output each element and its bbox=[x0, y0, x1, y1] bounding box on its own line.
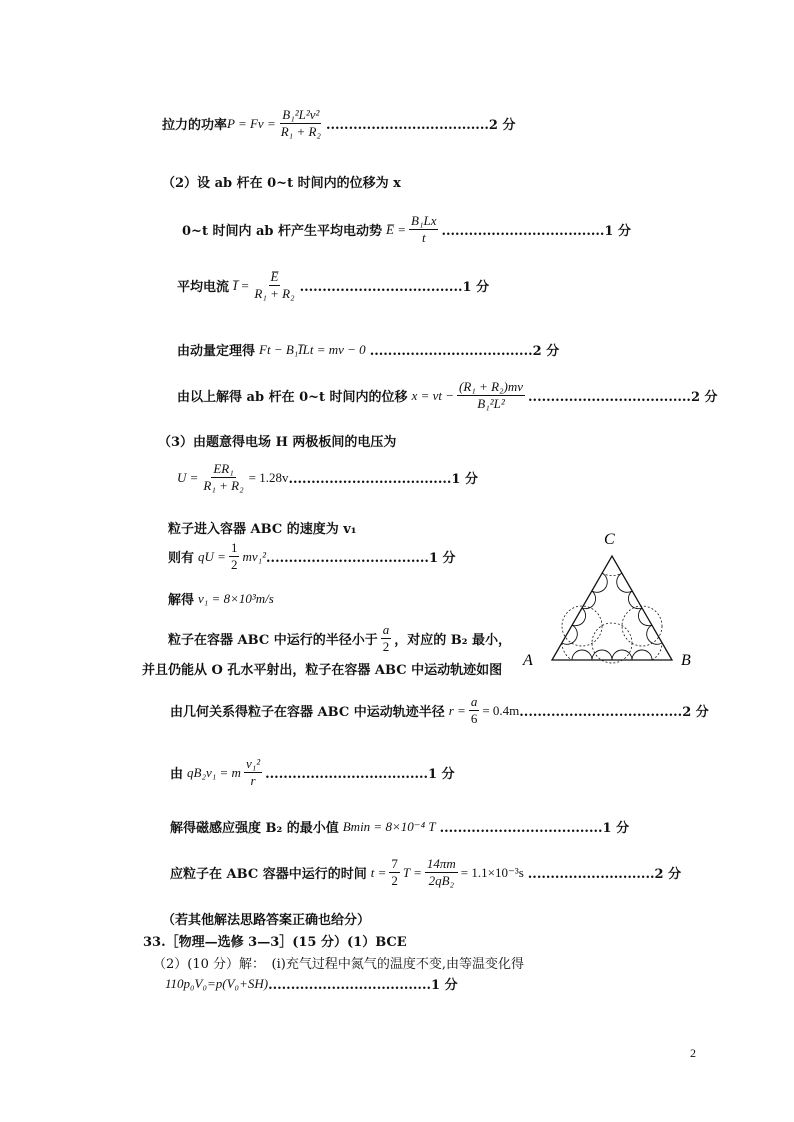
velocity-result-formula: v₁ = 8×10³m/s bbox=[198, 590, 274, 606]
lorentz-formula: qB₂v₁ = m bbox=[187, 764, 241, 780]
score: ....................................2 分 bbox=[528, 390, 718, 405]
voltage-numerator: ER₁ bbox=[213, 461, 234, 476]
power-formula: P = Fv = bbox=[227, 115, 276, 131]
momentum-label: 由动量定理得 bbox=[177, 344, 256, 359]
line-displacement bbox=[177, 380, 718, 411]
score: ....................................1 分 bbox=[441, 224, 631, 239]
momentum-formula: Ft − B₁I̅Lt = mv − 0 bbox=[259, 341, 366, 357]
score: ....................................1 分 bbox=[268, 978, 458, 993]
line-energy bbox=[168, 541, 456, 572]
radius-result-numerator: a bbox=[470, 694, 478, 709]
emf-label: 0~t 时间内 ab 杆产生平均电动势 bbox=[182, 224, 383, 239]
line-question-33 bbox=[143, 931, 407, 950]
time-denominator-2: 2qB₂ bbox=[428, 873, 455, 888]
emf-fraction bbox=[409, 214, 438, 245]
question-33-text: 33.［物理—选修 3—3］(15 分）(1）BCE bbox=[143, 935, 407, 950]
power-numerator: B₁²L²v² bbox=[282, 107, 320, 122]
line-isothermal bbox=[165, 974, 458, 993]
line-other-methods bbox=[162, 909, 370, 928]
displacement-denominator: B₁²L² bbox=[477, 396, 505, 411]
radius-condition-fraction bbox=[381, 623, 392, 654]
line-emf bbox=[182, 214, 631, 245]
line-radius-condition bbox=[168, 623, 511, 654]
current-numerator: E̅ bbox=[270, 269, 279, 284]
field-min-label: 解得磁感应强度 B₂ 的最小值 bbox=[170, 821, 339, 836]
emf-numerator: B₁Lx bbox=[411, 213, 437, 228]
line-part-2 bbox=[153, 953, 524, 972]
emf-denominator: t bbox=[421, 230, 426, 245]
power-fraction bbox=[279, 108, 323, 139]
score: ....................................2 分 bbox=[325, 118, 516, 133]
current-label: 平均电流 bbox=[177, 280, 230, 295]
displacement-fraction bbox=[457, 380, 525, 411]
current-denominator: R₁ + R₂ bbox=[254, 286, 295, 301]
power-label: 拉力的功率 bbox=[162, 118, 228, 133]
velocity-result-label: 解得 bbox=[168, 593, 195, 608]
score: ....................................2 分 bbox=[369, 344, 560, 359]
line-lorentz bbox=[170, 757, 455, 788]
score: ....................................2 分 bbox=[519, 705, 709, 720]
isothermal-formula: 110p₀V₀=p(V₀+SH) bbox=[165, 975, 269, 991]
power-denominator: R₁ + R₂ bbox=[280, 124, 321, 139]
line-field-min bbox=[170, 817, 629, 836]
displacement-formula: x = vt − bbox=[411, 387, 455, 403]
radius-condition-denominator: 2 bbox=[382, 639, 390, 654]
score: ....................................1 分 bbox=[288, 472, 478, 487]
voltage-fraction bbox=[201, 462, 245, 493]
score: ............................2 分 bbox=[527, 867, 682, 882]
time-denominator-1: 2 bbox=[391, 873, 398, 888]
page-number: 2 bbox=[690, 1046, 696, 1060]
displacement-numerator: (R₁ + R₂)mv bbox=[459, 379, 524, 394]
line-velocity-result bbox=[168, 589, 274, 608]
vertex-label-a: A bbox=[523, 652, 533, 669]
line-time bbox=[170, 857, 681, 888]
trajectory-note-text: 并且仍能从 O 孔水平射出，粒子在容器 ABC 中运动轨迹如图 bbox=[142, 663, 503, 678]
energy-numerator: 1 bbox=[230, 540, 238, 555]
line-current bbox=[177, 270, 489, 301]
radius-result-value: = 0.4m bbox=[482, 702, 520, 718]
lorentz-numerator: v₁² bbox=[245, 756, 261, 771]
lorentz-label: 由 bbox=[170, 767, 184, 782]
score: ....................................1 分 bbox=[299, 280, 490, 295]
section-2-text: （2）设 ab 杆在 0~t 时间内的位移为 x bbox=[162, 176, 401, 191]
energy-tail: mv₁² bbox=[242, 548, 267, 564]
score: ....................................1 分 bbox=[266, 551, 456, 566]
line-trajectory-note bbox=[142, 659, 502, 678]
radius-result-formula: r = bbox=[448, 702, 466, 718]
time-formula: t = bbox=[370, 864, 387, 880]
time-value: = 1.1×10⁻³s bbox=[460, 864, 524, 880]
other-methods-text: （若其他解法思路答案正确也给分） bbox=[162, 913, 371, 928]
energy-label: 则有 bbox=[168, 551, 195, 566]
time-label: 应粒子在 ABC 容器中运行的时间 bbox=[170, 867, 367, 882]
radius-result-label: 由几何关系得粒子在容器 ABC 中运动轨迹半径 bbox=[170, 705, 445, 720]
energy-fraction bbox=[229, 541, 240, 572]
velocity-intro-text: 粒子进入容器 ABC 的速度为 v₁ bbox=[168, 522, 357, 537]
time-mid: T = bbox=[402, 864, 422, 880]
voltage-formula: U = bbox=[177, 469, 199, 485]
emf-formula: E̅ = bbox=[386, 221, 407, 237]
time-numerator-2: 14πm bbox=[426, 856, 456, 871]
section-3-heading bbox=[158, 431, 396, 450]
time-fraction-1 bbox=[389, 857, 400, 888]
current-formula: I̅ = bbox=[233, 277, 250, 293]
current-fraction bbox=[252, 270, 296, 301]
section-2-heading bbox=[162, 172, 401, 191]
energy-formula: qU = bbox=[198, 548, 226, 564]
vertex-label-b: B bbox=[681, 652, 691, 669]
energy-denominator: 2 bbox=[230, 557, 238, 572]
score: ....................................1 分 bbox=[265, 767, 455, 782]
lorentz-denominator: r bbox=[250, 773, 256, 788]
time-fraction-2 bbox=[425, 857, 458, 888]
line-power bbox=[162, 108, 515, 139]
radius-condition-suffix: ，对应的 B₂ 最小， bbox=[394, 633, 511, 648]
radius-result-denominator: 6 bbox=[470, 711, 478, 726]
radius-condition-text: 粒子在容器 ABC 中运行的半径小于 bbox=[168, 633, 378, 648]
time-numerator-1: 7 bbox=[391, 856, 398, 871]
line-voltage bbox=[177, 462, 478, 493]
voltage-value: = 1.28v bbox=[248, 469, 289, 485]
triangle-outline bbox=[552, 556, 672, 660]
part-2-text: （2）(10 分）解： (i)充气过程中氮气的温度不变,由等温变化得 bbox=[153, 957, 524, 972]
score: ....................................1 分 bbox=[439, 821, 630, 836]
radius-condition-numerator: a bbox=[382, 622, 390, 637]
lorentz-fraction bbox=[244, 757, 262, 788]
radius-result-fraction bbox=[469, 695, 480, 726]
voltage-denominator: R₁ + R₂ bbox=[203, 478, 244, 493]
line-momentum bbox=[177, 340, 559, 359]
triangle-trajectory-diagram bbox=[522, 524, 700, 672]
displacement-label: 由以上解得 ab 杆在 0~t 时间内的位移 bbox=[177, 390, 408, 405]
field-min-formula: Bmin = 8×10⁻⁴ T bbox=[342, 818, 436, 834]
section-3-text: （3）由题意得电场 H 两极板间的电压为 bbox=[158, 435, 397, 450]
vertex-label-c: C bbox=[604, 531, 615, 548]
line-radius-result bbox=[170, 695, 709, 726]
line-velocity-intro bbox=[168, 518, 357, 537]
corner-arcs-dashed bbox=[562, 573, 662, 663]
